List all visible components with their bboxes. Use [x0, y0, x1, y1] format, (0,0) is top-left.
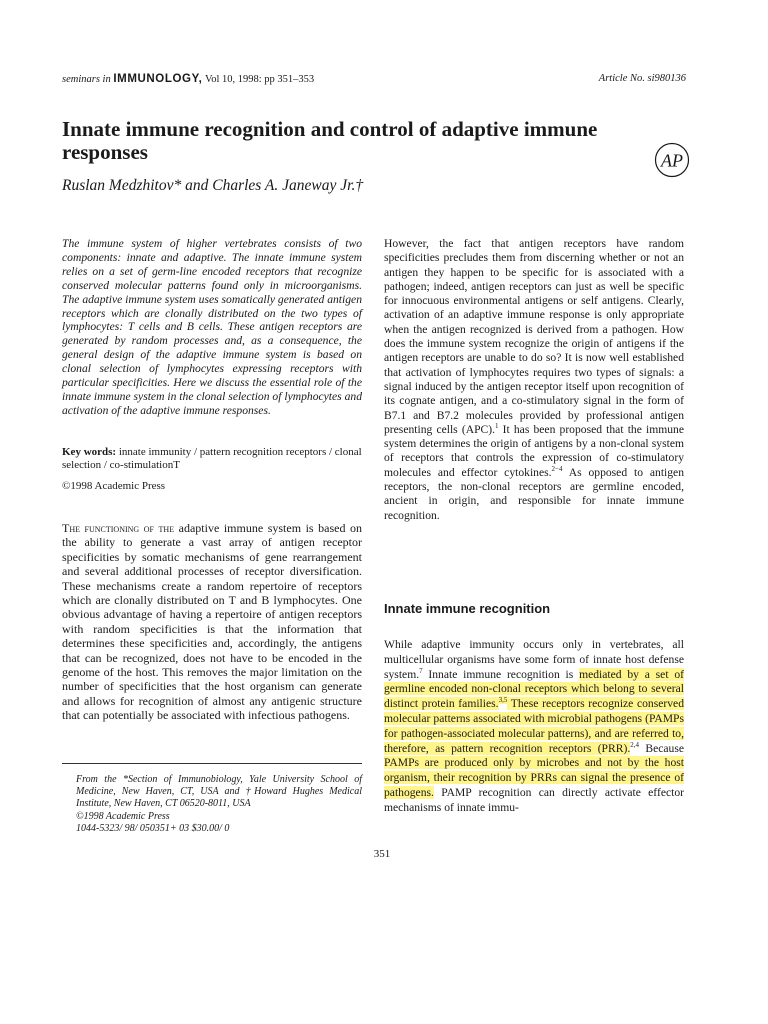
highlighted-text: These receptors recognize conserved molecular patterns associated with microbial pathogens (PAMPs for pathogen-associated molecular patterns), and are referred to, therefore, as pattern recognition receptors (PRR).	[384, 697, 684, 755]
reference[interactable]: 3,5	[498, 696, 508, 705]
logo-text: AP	[661, 150, 683, 171]
paragraph-innate-recognition	[384, 638, 684, 816]
intro-text: adaptive immune system is based on the ability to generate a vast array of antigen receptor specificities by somatic mechanisms of gene rearrangement and several additional processes of receptor diversification. These mechanisms create a random repertoire of receptors which are clonally distributed on T and B lymphocytes. One obvious advantage of having a repertoire of antigen receptors with random specificities is that the information that determines these specificities and, accordingly, the antigens that can be recognized, does not have to be encoded in the genome of the host. This removes the major limitation on the number of specificities that the host organism can generate and allows for recognition of almost any antigenic structure that can potentially be associated with infectious pathogens.	[62, 521, 362, 723]
affiliation-text: From the *Section of Immunobiology, Yale University School of Medicine, New Haven, CT, USA and †Howard Hughes Medical Institute, New Haven, CT 06520-8011, USA	[76, 774, 362, 810]
journal-name: IMMUNOLOGY,	[113, 73, 203, 85]
abstract: The immune system of higher vertebrates consists of two components: innate and adaptive. The innate immune system relies on a set of germ-line encoded receptors that recognize conserved molecular patterns found only in microorganisms. The adaptive immune system uses somatically generated antigen receptors which are clonally distributed on the two types of lymphocytes: T cells and B cells. These antigen receptors are generated by random processes and, as a consequence, the general design of the adaptive immune system is based on clonal selection of lymphocytes expressing receptors with particular specificities. Here we discuss the essential role of the innate immune system in the clonal selection of lymphocytes and activation of the adaptive immune responses.	[62, 237, 362, 417]
paragraph-antigen-receptors	[384, 237, 684, 523]
volume-info: Vol 10, 1998: pp 351–353	[204, 74, 315, 85]
reference[interactable]: 2−4	[551, 464, 563, 473]
paragraph-text: Because	[639, 741, 684, 755]
copyright: ©1998 Academic Press	[62, 480, 166, 492]
paragraph-text: Innate immune recognition is	[422, 667, 580, 681]
footnote-copyright: ©1998 Academic Press	[76, 810, 170, 822]
authors: Ruslan Medzhitov* and Charles A. Janeway Jr.†	[62, 177, 364, 194]
paragraph-text: It has been proposed that the immune system determines the origin of antigens by a non-clonal system of receptors that controls the expression of co-stimulatory molecules and effector cytokines.	[384, 422, 685, 479]
article-title: Innate immune recognition and control of adaptive immune responses	[62, 117, 598, 164]
section-heading: Innate immune recognition	[384, 601, 551, 616]
footnote-code: 1044-5323/ 98/ 050351+ 03 $30.00/ 0	[76, 822, 230, 834]
highlighted-text: mediated by a set of germline encoded non-clonal receptors which belong to several distinct protein families.	[384, 667, 684, 711]
intro-paragraph	[62, 521, 362, 723]
page-number: 351	[373, 848, 391, 860]
paragraph-text: PAMP recognition can directly activate effector mechanisms of innate immu-	[384, 785, 684, 814]
publisher-logo	[654, 142, 690, 178]
keywords-label: Key words:	[62, 446, 117, 458]
reference[interactable]: 7	[419, 666, 423, 675]
journal-citation	[62, 73, 314, 85]
reference[interactable]: 2,4	[630, 740, 639, 749]
article-number: Article No. si980136	[598, 73, 686, 84]
highlighted-text: PAMPs are produced only by microbes and not by the host organism, their recognition by PRRs can signal the presence of pathogens.	[384, 756, 684, 799]
paragraph-text: However, the fact that antigen receptors have random specificities precludes them from discerning whether or not an antigen they happen to be specific for is associated with a pathogen; indeed, antigen receptors can just as well be specific for innocuous environmental antigens or self antigens. Clearly, activation of an adaptive immune response is only appropriate when the antigen recognized is derived from a pathogen. How does the immune system recognize the origin of antigens if the antigen receptors are unable to do so? It is now well established that activation of lymphocytes requires two types of signals: a signal induced by the antigen receptor itself upon recognition of its cognate antigen, and a co-stimulatory signal in the form of B7.1 and B7.2 molecules provided by professional antigen presenting cells (APC).	[384, 237, 684, 436]
keywords	[62, 446, 362, 472]
intro-lead: The functioning of the	[62, 521, 175, 535]
affiliation-footnote	[62, 774, 362, 835]
paragraph-text: As opposed to antigen receptors, the non-clonal receptors are germline encoded, ancient in origin, and responsible for innate immune recognition.	[384, 465, 685, 522]
paragraph-text: While adaptive immunity occurs only in vertebrates, all multicellular organisms have some form of innate host defense system.	[384, 638, 684, 681]
footnote-divider	[62, 763, 362, 764]
running-header	[62, 73, 686, 89]
journal-prefix: seminars in	[62, 74, 111, 85]
keywords-list: innate immunity / pattern recognition receptors / clonal selection / co-stimulationT	[62, 446, 362, 471]
reference[interactable]: 1	[495, 422, 499, 430]
